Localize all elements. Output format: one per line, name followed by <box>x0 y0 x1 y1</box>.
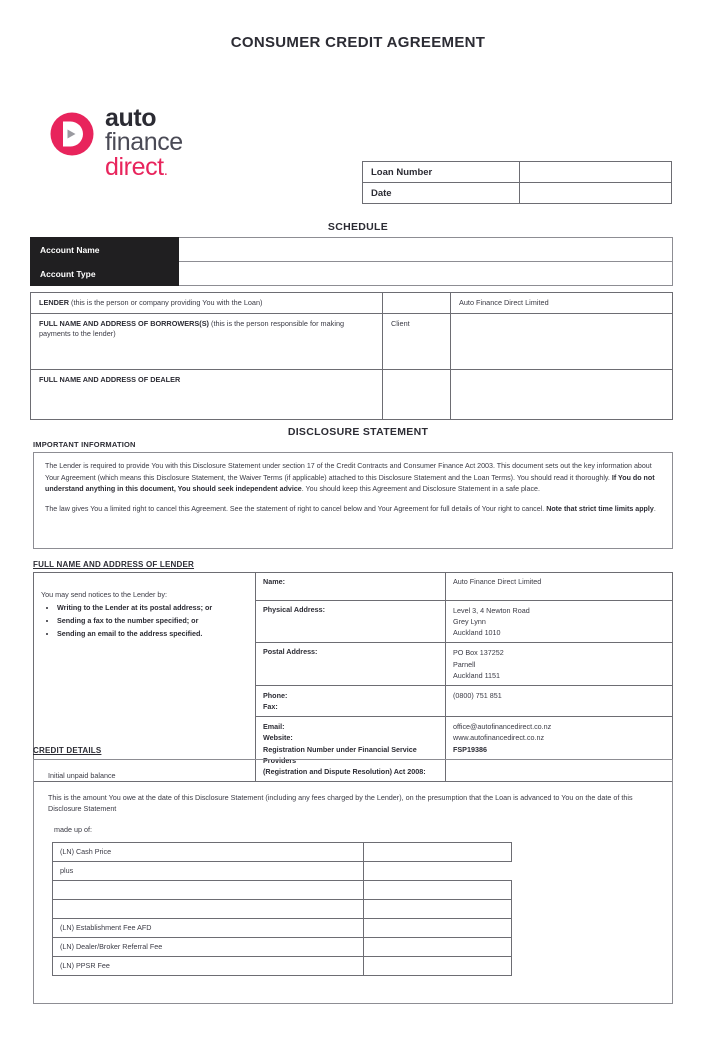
table-row <box>53 956 512 975</box>
dealer-label-cell <box>31 369 383 419</box>
brand-logo <box>48 106 183 179</box>
disclosure-para2-emphasis: Note that strict time limits apply <box>546 505 654 514</box>
lender-name-value: Auto Finance Direct Limited <box>446 573 673 601</box>
fee-label-blank-1[interactable] <box>53 880 364 899</box>
fee-breakdown-table <box>52 842 512 976</box>
account-name-label: Account Name <box>31 238 179 262</box>
fee-amount-blank-1[interactable] <box>364 880 512 899</box>
table-row <box>53 842 512 861</box>
dealer-middle-cell[interactable] <box>383 369 451 419</box>
initial-unpaid-balance-explanation: This is the amount You owe at the date of this Disclosure Statement (including any fees charged by the Lender), on the presumption that the Loan is advanced to You on the date of this Disclosure Statement <box>48 792 633 814</box>
credit-details-box <box>33 759 673 1004</box>
party-table <box>30 292 673 420</box>
loan-number-value[interactable] <box>520 162 672 183</box>
fee-label-dealer-broker-referral-fee: (LN) Dealer/Broker Referral Fee <box>53 937 364 956</box>
lender-phone-value: (0800) 751 851 <box>446 685 673 716</box>
document-page <box>0 34 716 1058</box>
schedule-heading: SCHEDULE <box>327 221 389 233</box>
logo-line-direct: direct. <box>105 152 168 181</box>
fee-amount-blank-2[interactable] <box>364 899 512 918</box>
fee-label-establishment-fee: (LN) Establishment Fee AFD <box>53 918 364 937</box>
table-row <box>31 313 673 369</box>
dealer-value-cell[interactable] <box>451 369 673 419</box>
account-table <box>30 237 673 286</box>
fee-amount-dealer-broker-referral-fee[interactable] <box>364 937 512 956</box>
notice-methods-list <box>41 603 248 639</box>
lender-email-value[interactable]: office@autofinancedirect.co.nz <box>453 722 552 732</box>
table-row <box>53 937 512 956</box>
table-row <box>363 183 672 204</box>
table-row <box>34 573 673 601</box>
table-row <box>53 918 512 937</box>
account-type-label: Account Type <box>31 262 179 286</box>
fee-label-ppsr-fee: (LN) PPSR Fee <box>53 956 364 975</box>
account-name-value[interactable] <box>179 238 673 262</box>
date-label: Date <box>363 183 520 204</box>
lender-physical-address-value: Level 3, 4 Newton Road Grey Lynn Auckland 1010 <box>446 601 673 643</box>
logo-wordmark <box>105 106 183 179</box>
table-row <box>31 293 673 314</box>
fee-label-plus: plus <box>53 861 364 880</box>
lender-name-key: Name: <box>256 573 446 601</box>
table-row <box>31 262 673 286</box>
auto-finance-direct-logo-icon <box>48 110 96 158</box>
disclosure-statement-heading: DISCLOSURE STATEMENT <box>287 426 429 438</box>
logo-dot: . <box>163 161 168 179</box>
initial-unpaid-balance-label: Initial unpaid balance <box>48 771 116 780</box>
disclosure-paragraph-2: The law gives You a limited right to cancel this Agreement. See the statement of right to cancel below and Your Agreement for full details of Your right to cancel. Note that strict time limits apply. <box>45 505 656 514</box>
lender-postal-address-key: Postal Address: <box>256 643 446 685</box>
lender-phone-fax-key: Phone: Fax: <box>256 685 446 716</box>
lender-label-rest: (this is the person or company providing You with the Loan) <box>69 298 263 307</box>
disclosure-paragraph-1: The Lender is required to provide You with this Disclosure Statement under section 17 of the Credit Contracts and Consumer Finance Act 2003. This document sets out the key information about Your Agreement (which means this Disclosure Statement, the Waiver Terms (if applicable) attached to this Disclosure Statement and the Loan Terms). You should read it thoroughly. If You do not understand anything in this document, You should seek independent advice. You should keep this Agreement and Disclosure Statement in a safe place. <box>45 462 655 494</box>
lender-label-bold: LENDER <box>39 298 69 307</box>
date-value[interactable] <box>520 183 672 204</box>
fee-amount-plus <box>364 861 512 880</box>
lender-physical-address-key: Physical Address: <box>256 601 446 643</box>
borrower-value-cell[interactable] <box>451 313 673 369</box>
borrower-label-rest: (this is the person responsible for making payments to the lender) <box>39 318 345 338</box>
notice-lead-text: You may send notices to the Lender by: <box>41 590 167 599</box>
page-title: CONSUMER CREDIT AGREEMENT <box>230 34 486 51</box>
fee-amount-cash-price[interactable] <box>364 842 512 861</box>
fee-label-cash-price: (LN) Cash Price <box>53 842 364 861</box>
made-up-of-label: made up of: <box>54 824 92 834</box>
dealer-label-bold: FULL NAME AND ADDRESS OF DEALER <box>39 374 181 384</box>
table-row <box>31 369 673 419</box>
logo-line-finance: finance <box>105 128 183 157</box>
borrower-label-cell <box>31 313 383 369</box>
lender-website-value[interactable]: www.autofinancedirect.co.nz <box>453 733 545 743</box>
loan-number-label: Loan Number <box>363 162 520 183</box>
lender-value-cell[interactable]: Auto Finance Direct Limited <box>451 293 673 314</box>
lender-label-cell <box>31 293 383 314</box>
lender-postal-address-value: PO Box 137252 Parnell Auckland 1151 <box>446 643 673 685</box>
disclosure-important-box <box>33 452 673 549</box>
list-item: • Writing to the Lender at its postal address; or <box>57 603 248 613</box>
loan-header-table <box>362 161 672 204</box>
lender-fsp-number: FSP19386 <box>453 744 487 754</box>
table-row <box>53 899 512 918</box>
disclosure-para1-emphasis: If You do not understand anything in this document, You should seek independent advice <box>45 473 655 494</box>
table-row <box>53 861 512 880</box>
lender-middle-cell[interactable] <box>383 293 451 314</box>
table-row <box>31 238 673 262</box>
list-item: • Sending a fax to the number specified; or <box>57 616 248 626</box>
lender-address-heading: FULL NAME AND ADDRESS OF LENDER <box>33 560 195 569</box>
borrower-label-bold: FULL NAME AND ADDRESS OF BORROWERS(S) <box>39 318 209 328</box>
table-row <box>363 162 672 183</box>
table-row <box>53 880 512 899</box>
fee-amount-ppsr-fee[interactable] <box>364 956 512 975</box>
credit-details-heading: CREDIT DETAILS <box>33 746 102 755</box>
lender-details-table <box>33 572 673 782</box>
fee-amount-establishment-fee[interactable] <box>364 918 512 937</box>
important-information-label: IMPORTANT INFORMATION <box>33 440 136 449</box>
lender-contact-registration-key: Email: Website: Registration Number under Financial Service Providers (Registration and Dispute Resolution) Act 2008: <box>256 717 446 782</box>
list-item: • Sending an email to the address specified. <box>57 629 248 639</box>
account-type-value[interactable] <box>179 262 673 286</box>
fee-label-blank-2[interactable] <box>53 899 364 918</box>
borrower-middle-cell[interactable]: Client <box>383 313 451 369</box>
logo-line-auto: auto <box>105 104 157 132</box>
